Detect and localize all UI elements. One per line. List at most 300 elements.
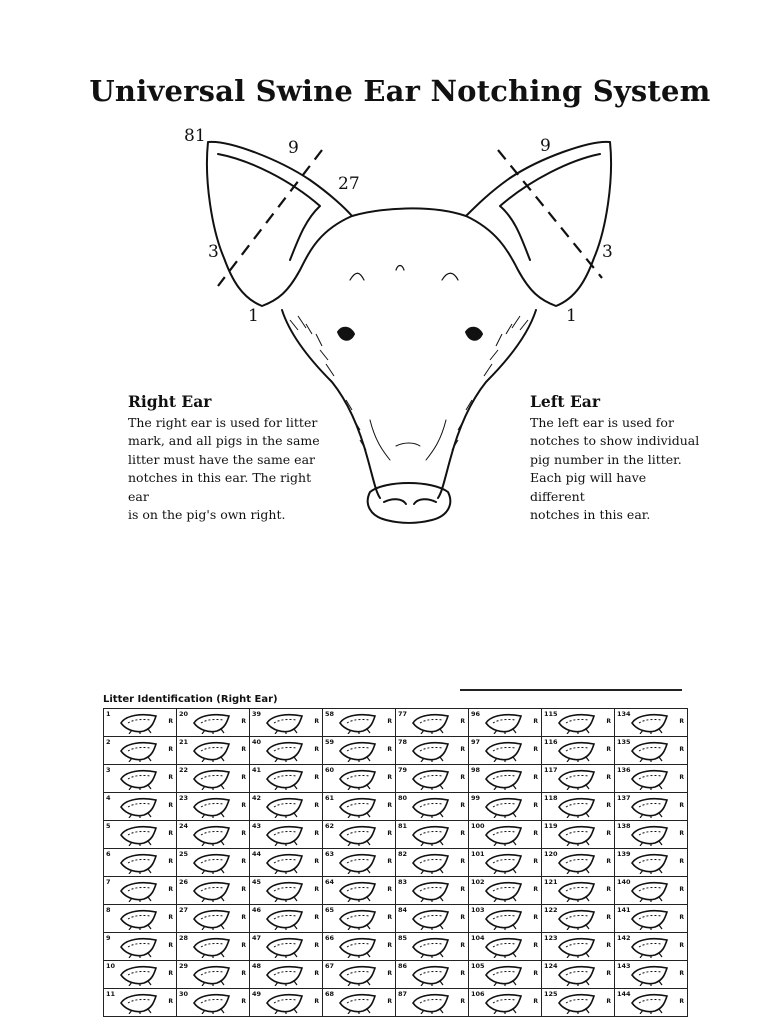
side-mark: R: [387, 858, 392, 865]
pig-number: 98: [471, 766, 481, 774]
pig-number: 77: [398, 710, 408, 718]
side-mark: R: [533, 802, 538, 809]
ear-cell: [615, 905, 688, 933]
pig-number: 104: [471, 934, 485, 942]
side-mark: R: [460, 718, 465, 725]
pig-number: 78: [398, 738, 408, 746]
ear-outline-icon: [410, 740, 452, 762]
table-row: [104, 709, 688, 737]
ear-cell: [104, 905, 177, 933]
pig-number: 42: [252, 794, 262, 802]
side-mark: R: [606, 718, 611, 725]
side-mark: R: [168, 970, 173, 977]
side-mark: R: [387, 746, 392, 753]
ear-cell: [250, 849, 323, 877]
ear-cell: [615, 737, 688, 765]
side-mark: R: [533, 858, 538, 865]
ear-outline-icon: [191, 768, 233, 790]
pig-number: 97: [471, 738, 481, 746]
number-81: 81: [184, 126, 206, 146]
side-mark: R: [168, 718, 173, 725]
side-mark: R: [241, 942, 246, 949]
ear-cell: [323, 877, 396, 905]
ear-outline-icon: [410, 796, 452, 818]
ear-outline-icon: [556, 992, 598, 1014]
pig-number: 27: [179, 906, 189, 914]
pig-number: 61: [325, 794, 335, 802]
ear-outline-icon: [410, 936, 452, 958]
side-mark: R: [168, 942, 173, 949]
pig-number: 41: [252, 766, 262, 774]
side-mark: R: [241, 886, 246, 893]
pig-number: 68: [325, 990, 335, 998]
side-mark: R: [679, 746, 684, 753]
pig-number: 85: [398, 934, 408, 942]
ear-cell: [177, 849, 250, 877]
ear-cell: [177, 989, 250, 1017]
ear-cell: [323, 905, 396, 933]
ear-outline-icon: [191, 964, 233, 986]
ear-cell: [323, 821, 396, 849]
side-mark: R: [679, 858, 684, 865]
ear-cell: [250, 905, 323, 933]
ear-outline-icon: [191, 936, 233, 958]
ear-outline-icon: [629, 936, 671, 958]
ear-outline-icon: [483, 880, 525, 902]
right-ear-line: litter must have the same ear: [128, 451, 315, 467]
ear-outline-icon: [556, 768, 598, 790]
side-mark: R: [387, 718, 392, 725]
ear-outline-icon: [264, 964, 306, 986]
number-3-left-ear: 3: [602, 242, 613, 262]
ear-cell: [615, 709, 688, 737]
ear-cell: [615, 793, 688, 821]
side-mark: R: [314, 718, 319, 725]
side-mark: R: [387, 942, 392, 949]
pig-number: 106: [471, 990, 485, 998]
ear-cell: [469, 765, 542, 793]
side-mark: R: [460, 858, 465, 865]
side-mark: R: [533, 718, 538, 725]
pig-number: 1: [106, 710, 111, 718]
right-ear-line: The right ear is used for litter: [128, 414, 318, 430]
table-row: [104, 765, 688, 793]
ear-cell: [323, 737, 396, 765]
ear-outline-icon: [337, 740, 379, 762]
side-mark: R: [168, 886, 173, 893]
right-ear-heading: Right Ear: [128, 392, 212, 411]
side-mark: R: [679, 970, 684, 977]
ear-outline-icon: [337, 824, 379, 846]
side-mark: R: [241, 998, 246, 1005]
side-mark: R: [679, 830, 684, 837]
side-mark: R: [460, 886, 465, 893]
side-mark: R: [679, 802, 684, 809]
side-mark: R: [460, 970, 465, 977]
side-mark: R: [387, 970, 392, 977]
ear-cell: [542, 821, 615, 849]
ear-outline-icon: [118, 992, 160, 1014]
pig-number: 82: [398, 850, 408, 858]
ear-cell: [396, 849, 469, 877]
pig-number: 46: [252, 906, 262, 914]
ear-outline-icon: [118, 936, 160, 958]
side-mark: R: [533, 774, 538, 781]
pig-number: 59: [325, 738, 335, 746]
ear-outline-icon: [118, 796, 160, 818]
ear-outline-icon: [191, 740, 233, 762]
ear-outline-icon: [483, 936, 525, 958]
table-row: [104, 877, 688, 905]
ear-cell: [323, 765, 396, 793]
ear-cell: [615, 849, 688, 877]
side-mark: R: [241, 970, 246, 977]
ear-cell: [396, 737, 469, 765]
pig-number: 11: [106, 990, 116, 998]
table-row: [104, 821, 688, 849]
ear-outline-icon: [264, 824, 306, 846]
pig-number: 135: [617, 738, 631, 746]
side-mark: R: [314, 886, 319, 893]
pig-number: 48: [252, 962, 262, 970]
pig-number: 47: [252, 934, 262, 942]
side-mark: R: [533, 970, 538, 977]
ear-cell: [177, 905, 250, 933]
number-9-right-ear: 9: [288, 138, 299, 158]
pig-number: 5: [106, 822, 111, 830]
ear-outline-icon: [191, 796, 233, 818]
side-mark: R: [168, 914, 173, 921]
pig-number: 22: [179, 766, 189, 774]
side-mark: R: [241, 802, 246, 809]
pig-number: 115: [544, 710, 558, 718]
ear-outline-icon: [337, 880, 379, 902]
ear-outline-icon: [410, 992, 452, 1014]
pig-number: 101: [471, 850, 485, 858]
ear-cell: [615, 821, 688, 849]
pig-number: 86: [398, 962, 408, 970]
side-mark: R: [679, 914, 684, 921]
side-mark: R: [314, 970, 319, 977]
ear-outline-icon: [118, 908, 160, 930]
ear-cell: [542, 737, 615, 765]
ear-cell: [615, 989, 688, 1017]
ear-outline-icon: [264, 880, 306, 902]
side-mark: R: [168, 858, 173, 865]
ear-cell: [469, 821, 542, 849]
ear-outline-icon: [337, 852, 379, 874]
left-ear-line: Each pig will have different: [530, 470, 647, 504]
top-rule: [460, 689, 682, 691]
pig-number: 105: [471, 962, 485, 970]
ear-cell: [250, 877, 323, 905]
pig-number: 144: [617, 990, 631, 998]
right-ear-description: [128, 393, 328, 525]
pig-number: 141: [617, 906, 631, 914]
ear-outline-icon: [264, 796, 306, 818]
pig-number: 139: [617, 850, 631, 858]
side-mark: R: [168, 802, 173, 809]
ear-outline-icon: [191, 712, 233, 734]
litter-table-label: Litter Identification (Right Ear): [103, 694, 278, 705]
side-mark: R: [387, 802, 392, 809]
ear-cell: [250, 933, 323, 961]
ear-cell: [615, 961, 688, 989]
ear-outline-icon: [629, 852, 671, 874]
ear-outline-icon: [629, 712, 671, 734]
side-mark: R: [533, 746, 538, 753]
pig-number: 122: [544, 906, 558, 914]
left-ear-line: notches in this ear.: [530, 507, 651, 522]
ear-cell: [104, 821, 177, 849]
side-mark: R: [168, 746, 173, 753]
ear-outline-icon: [483, 740, 525, 762]
side-mark: R: [606, 746, 611, 753]
side-mark: R: [241, 746, 246, 753]
pig-number: 66: [325, 934, 335, 942]
pig-number: 20: [179, 710, 189, 718]
side-mark: R: [460, 942, 465, 949]
ear-outline-icon: [118, 740, 160, 762]
pig-number: 26: [179, 878, 189, 886]
ear-outline-icon: [483, 824, 525, 846]
side-mark: R: [679, 774, 684, 781]
pig-number: 62: [325, 822, 335, 830]
ear-outline-icon: [483, 796, 525, 818]
side-mark: R: [533, 830, 538, 837]
right-ear-line: is on the pig's own right.: [128, 507, 286, 522]
ear-outline-icon: [556, 964, 598, 986]
ear-outline-icon: [556, 880, 598, 902]
ear-outline-icon: [264, 740, 306, 762]
ear-outline-icon: [556, 796, 598, 818]
pig-number: 102: [471, 878, 485, 886]
pig-number: 10: [106, 962, 116, 970]
side-mark: R: [314, 998, 319, 1005]
ear-outline-icon: [629, 964, 671, 986]
ear-outline-icon: [556, 712, 598, 734]
left-ear-line: pig number in the litter.: [530, 451, 682, 467]
side-mark: R: [606, 998, 611, 1005]
side-mark: R: [314, 942, 319, 949]
pig-number: 24: [179, 822, 189, 830]
pig-number: 49: [252, 990, 262, 998]
side-mark: R: [460, 802, 465, 809]
pig-number: 30: [179, 990, 189, 998]
ear-cell: [104, 793, 177, 821]
pig-number: 140: [617, 878, 631, 886]
pig-number: 9: [106, 934, 111, 942]
side-mark: R: [679, 886, 684, 893]
ear-outline-icon: [410, 964, 452, 986]
side-mark: R: [606, 774, 611, 781]
ear-cell: [323, 961, 396, 989]
ear-outline-icon: [556, 740, 598, 762]
pig-number: 96: [471, 710, 481, 718]
ear-outline-icon: [118, 852, 160, 874]
pig-number: 87: [398, 990, 408, 998]
litter-identification-table: [103, 708, 688, 1017]
pig-number: 121: [544, 878, 558, 886]
table-row: [104, 849, 688, 877]
ear-cell: [396, 989, 469, 1017]
ear-cell: [396, 765, 469, 793]
ear-cell: [396, 933, 469, 961]
ear-cell: [469, 849, 542, 877]
ear-outline-icon: [118, 964, 160, 986]
ear-cell: [542, 933, 615, 961]
side-mark: R: [168, 774, 173, 781]
ear-cell: [615, 933, 688, 961]
ear-cell: [250, 709, 323, 737]
ear-outline-icon: [410, 768, 452, 790]
pig-number: 65: [325, 906, 335, 914]
ear-outline-icon: [629, 796, 671, 818]
notch-guides: [218, 150, 602, 286]
side-mark: R: [460, 830, 465, 837]
ear-cell: [469, 961, 542, 989]
pig-number: 44: [252, 850, 262, 858]
ear-outline-icon: [483, 908, 525, 930]
ear-outline-icon: [191, 824, 233, 846]
pig-number: 116: [544, 738, 558, 746]
ear-cell: [542, 989, 615, 1017]
ear-cell: [104, 961, 177, 989]
pig-number: 28: [179, 934, 189, 942]
side-mark: R: [606, 858, 611, 865]
side-mark: R: [168, 830, 173, 837]
ear-outline-icon: [410, 824, 452, 846]
side-mark: R: [241, 774, 246, 781]
right-ear-line: notches in this ear. The right ear: [128, 470, 312, 504]
side-mark: R: [387, 914, 392, 921]
side-mark: R: [533, 942, 538, 949]
number-3-right-ear: 3: [208, 242, 219, 262]
pig-number: 103: [471, 906, 485, 914]
pig-number: 21: [179, 738, 189, 746]
pig-number: 4: [106, 794, 111, 802]
ear-outline-icon: [410, 712, 452, 734]
ear-outline-icon: [264, 936, 306, 958]
pig-number: 80: [398, 794, 408, 802]
ear-outline-icon: [483, 992, 525, 1014]
side-mark: R: [606, 830, 611, 837]
ear-cell: [177, 933, 250, 961]
pig-number: 125: [544, 990, 558, 998]
pig-number: 60: [325, 766, 335, 774]
ear-outline-icon: [337, 768, 379, 790]
pig-number: 136: [617, 766, 631, 774]
left-ear-heading: Left Ear: [530, 392, 601, 411]
ear-cell: [250, 793, 323, 821]
side-mark: R: [314, 774, 319, 781]
ear-outline-icon: [629, 908, 671, 930]
pig-number: 2: [106, 738, 111, 746]
side-mark: R: [241, 830, 246, 837]
ear-outline-icon: [337, 992, 379, 1014]
ear-outline-icon: [483, 712, 525, 734]
ear-cell: [542, 877, 615, 905]
pig-number: 39: [252, 710, 262, 718]
ear-cell: [469, 737, 542, 765]
side-mark: R: [606, 914, 611, 921]
ear-outline-icon: [337, 908, 379, 930]
side-mark: R: [314, 802, 319, 809]
ear-outline-icon: [337, 796, 379, 818]
side-mark: R: [241, 718, 246, 725]
ear-outline-icon: [264, 908, 306, 930]
side-mark: R: [241, 914, 246, 921]
ear-outline-icon: [556, 824, 598, 846]
side-mark: R: [460, 774, 465, 781]
ear-cell: [396, 905, 469, 933]
pig-number: 43: [252, 822, 262, 830]
ear-cell: [323, 989, 396, 1017]
ear-cell: [104, 989, 177, 1017]
ear-cell: [323, 709, 396, 737]
pig-number: 137: [617, 794, 631, 802]
ear-outline-icon: [556, 908, 598, 930]
ear-cell: [542, 961, 615, 989]
ear-cell: [396, 793, 469, 821]
left-ear-line: notches to show individual: [530, 433, 700, 448]
ear-outline-icon: [118, 880, 160, 902]
pig-number: 6: [106, 850, 111, 858]
ear-cell: [542, 709, 615, 737]
table-row: [104, 961, 688, 989]
ear-outline-icon: [264, 852, 306, 874]
pig-number: 3: [106, 766, 111, 774]
ear-outline-icon: [410, 880, 452, 902]
pig-number: 120: [544, 850, 558, 858]
ear-cell: [542, 793, 615, 821]
pig-number: 25: [179, 850, 189, 858]
pig-number: 45: [252, 878, 262, 886]
side-mark: R: [533, 914, 538, 921]
ear-cell: [250, 737, 323, 765]
ear-outline-icon: [629, 992, 671, 1014]
pig-number: 29: [179, 962, 189, 970]
table-row: [104, 989, 688, 1017]
ear-cell: [177, 709, 250, 737]
ear-cell: [177, 877, 250, 905]
ear-outline-icon: [337, 712, 379, 734]
ear-cell: [615, 765, 688, 793]
pig-number: 117: [544, 766, 558, 774]
ear-cell: [469, 989, 542, 1017]
ear-cell: [104, 737, 177, 765]
number-9-left-ear: 9: [540, 136, 551, 156]
page-title: Universal Swine Ear Notching System: [89, 74, 711, 108]
left-ear-description: [530, 393, 700, 525]
side-mark: R: [606, 942, 611, 949]
ear-cell: [177, 793, 250, 821]
ear-cell: [542, 765, 615, 793]
ear-cell: [177, 961, 250, 989]
ear-cell: [396, 877, 469, 905]
number-1-left-ear: 1: [566, 306, 577, 326]
pig-number: 8: [106, 906, 111, 914]
right-ear-line: mark, and all pigs in the same: [128, 433, 320, 448]
ear-cell: [469, 905, 542, 933]
pig-number: 67: [325, 962, 335, 970]
pig-number: 119: [544, 822, 558, 830]
pig-number: 134: [617, 710, 631, 718]
table-row: [104, 905, 688, 933]
number-1-right-ear: 1: [248, 306, 259, 326]
ear-cell: [323, 933, 396, 961]
side-mark: R: [387, 998, 392, 1005]
